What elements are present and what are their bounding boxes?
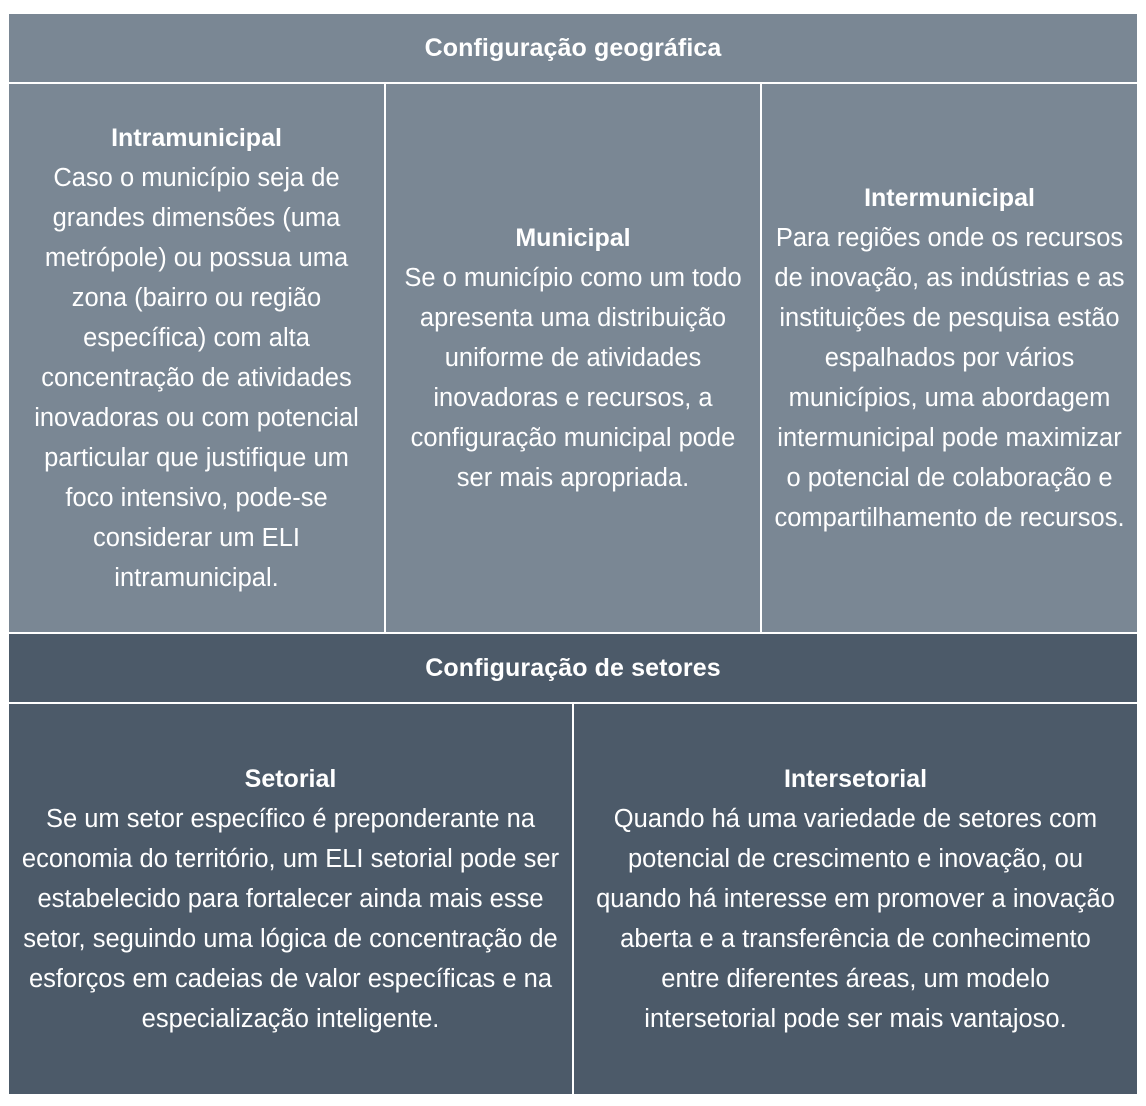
setorial-cell — [9, 704, 572, 1094]
geo-header-title: Configuração geográfica — [424, 34, 722, 62]
configuration-table — [9, 14, 1137, 1094]
intersetorial-title: Intersetorial — [783, 765, 928, 793]
intermunicipal-title: Intermunicipal — [864, 184, 1035, 212]
sectors-header — [9, 634, 1137, 702]
setorial-title: Setorial — [244, 765, 337, 793]
municipal-text: Se o município como um todo apresenta uma distribuição uniforme de atividades inovadoras e recursos, a configuração municipal pode ser mais apropriada. — [404, 264, 742, 492]
municipal-cell — [386, 84, 760, 632]
intramunicipal-title: Intramunicipal — [111, 124, 282, 152]
intramunicipal-cell — [9, 84, 384, 632]
sectors-header-title: Configuração de setores — [425, 654, 721, 682]
intersetorial-text: Quando há uma variedade de setores com potencial de crescimento e inovação, ou quando há interesse em promover a inovação aberta e a transferência de conhecimento entre diferentes áreas, um modelo intersetorial pode ser mais vantajoso. — [596, 805, 1115, 1033]
intermunicipal-text: Para regiões onde os recursos de inovação, as indústrias e as instituições de pesquisa estão espalhados por vários municípios, uma abordagem intermunicipal pode maximizar o potencial de colaboração e compartilhamento de recursos. — [774, 224, 1125, 532]
intermunicipal-cell — [762, 84, 1137, 632]
geo-header — [9, 14, 1137, 82]
setorial-text: Se um setor específico é preponderante na economia do território, um ELI setorial pode ser estabelecido para fortalecer ainda mais esse setor, seguindo uma lógica de concentração de esforços em cadeias de valor específicas e na especialização inteligente. — [21, 805, 560, 1033]
municipal-title: Municipal — [515, 224, 631, 252]
intersetorial-cell — [574, 704, 1137, 1094]
intramunicipal-text: Caso o município seja de grandes dimensões (uma metrópole) ou possua uma zona (bairro ou região específica) com alta concentração de atividades inovadoras ou com potencial particular que justifique um foco intensivo, pode-se considerar um ELI intramunicipal. — [34, 164, 359, 592]
